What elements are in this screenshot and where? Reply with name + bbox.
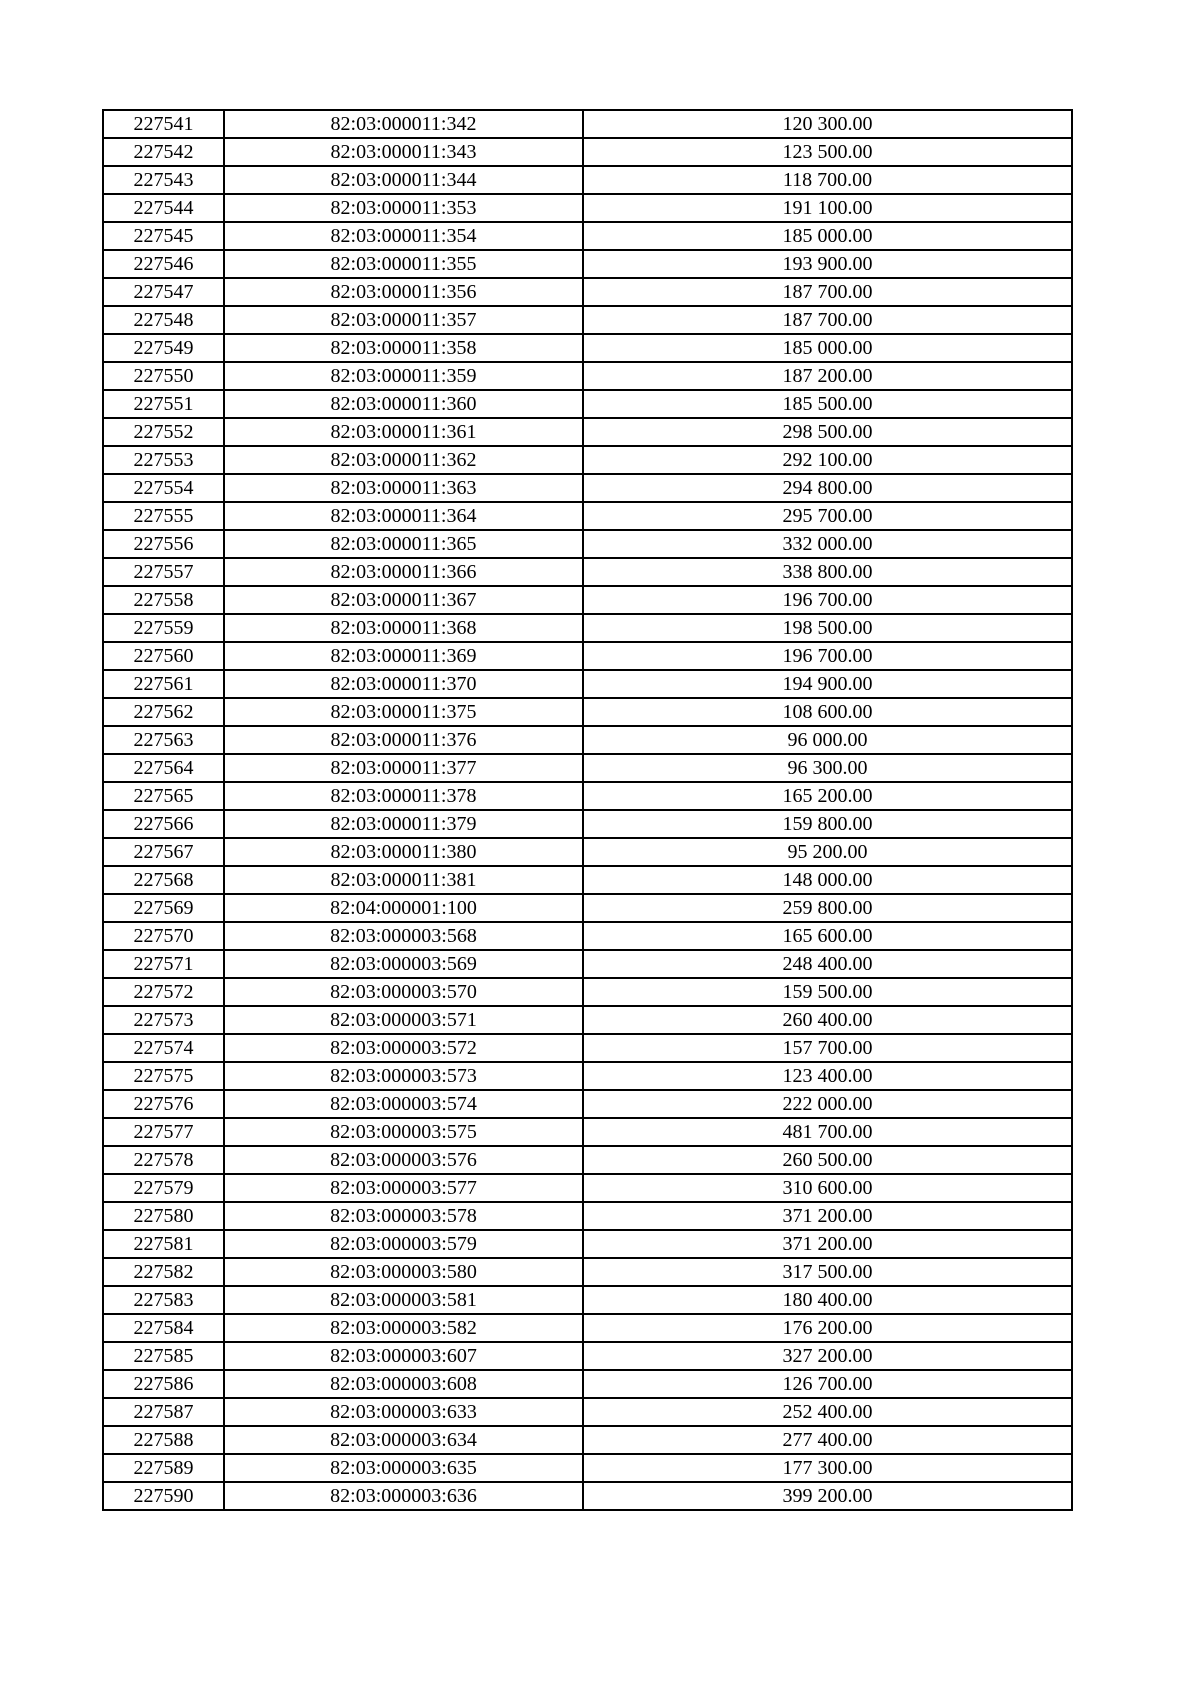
row-number-cell: 227566	[103, 810, 224, 838]
row-number-cell: 227563	[103, 726, 224, 754]
row-number-cell: 227546	[103, 250, 224, 278]
row-number-cell: 227567	[103, 838, 224, 866]
row-number-cell: 227590	[103, 1482, 224, 1510]
table-row	[103, 138, 1072, 166]
table-row	[103, 1034, 1072, 1062]
cadastral-value-cell: 310 600.00	[583, 1174, 1072, 1202]
table-row	[103, 866, 1072, 894]
row-number-cell: 227550	[103, 362, 224, 390]
table-row	[103, 390, 1072, 418]
table-row	[103, 306, 1072, 334]
cadastral-value-cell: 399 200.00	[583, 1482, 1072, 1510]
cadastral-number-cell: 82:03:000003:636	[224, 1482, 583, 1510]
cadastral-value-cell: 259 800.00	[583, 894, 1072, 922]
cadastral-value-cell: 194 900.00	[583, 670, 1072, 698]
table-row	[103, 530, 1072, 558]
table-row	[103, 950, 1072, 978]
cadastral-value-cell: 123 400.00	[583, 1062, 1072, 1090]
cadastral-number-cell: 82:03:000003:570	[224, 978, 583, 1006]
cadastral-number-cell: 82:03:000003:568	[224, 922, 583, 950]
table-body	[103, 110, 1072, 1510]
row-number-cell: 227560	[103, 642, 224, 670]
cadastral-value-cell: 481 700.00	[583, 1118, 1072, 1146]
cadastral-number-cell: 82:03:000003:635	[224, 1454, 583, 1482]
cadastral-value-cell: 295 700.00	[583, 502, 1072, 530]
table-row	[103, 894, 1072, 922]
row-number-cell: 227559	[103, 614, 224, 642]
cadastral-value-cell: 298 500.00	[583, 418, 1072, 446]
table-row	[103, 1174, 1072, 1202]
cadastral-value-cell: 198 500.00	[583, 614, 1072, 642]
cadastral-value-cell: 185 000.00	[583, 222, 1072, 250]
row-number-cell: 227554	[103, 474, 224, 502]
row-number-cell: 227542	[103, 138, 224, 166]
cadastral-number-cell: 82:03:000003:574	[224, 1090, 583, 1118]
cadastral-number-cell: 82:03:000003:577	[224, 1174, 583, 1202]
cadastral-number-cell: 82:03:000011:362	[224, 446, 583, 474]
table-row	[103, 1258, 1072, 1286]
cadastral-value-cell: 338 800.00	[583, 558, 1072, 586]
table-row	[103, 1314, 1072, 1342]
cadastral-number-cell: 82:03:000011:365	[224, 530, 583, 558]
table-row	[103, 250, 1072, 278]
cadastral-number-cell: 82:03:000003:580	[224, 1258, 583, 1286]
row-number-cell: 227577	[103, 1118, 224, 1146]
row-number-cell: 227581	[103, 1230, 224, 1258]
table-row	[103, 698, 1072, 726]
cadastral-number-cell: 82:03:000011:376	[224, 726, 583, 754]
table-row	[103, 110, 1072, 138]
cadastral-value-cell: 294 800.00	[583, 474, 1072, 502]
table-row	[103, 782, 1072, 810]
table-row	[103, 446, 1072, 474]
cadastral-number-cell: 82:03:000003:569	[224, 950, 583, 978]
cadastral-number-cell: 82:03:000003:578	[224, 1202, 583, 1230]
cadastral-number-cell: 82:03:000011:380	[224, 838, 583, 866]
cadastral-number-cell: 82:03:000011:342	[224, 110, 583, 138]
cadastral-value-cell: 196 700.00	[583, 586, 1072, 614]
cadastral-value-cell: 317 500.00	[583, 1258, 1072, 1286]
cadastral-value-cell: 157 700.00	[583, 1034, 1072, 1062]
table-row	[103, 474, 1072, 502]
row-number-cell: 227551	[103, 390, 224, 418]
cadastral-number-cell: 82:03:000011:375	[224, 698, 583, 726]
row-number-cell: 227549	[103, 334, 224, 362]
cadastral-number-cell: 82:03:000003:633	[224, 1398, 583, 1426]
cadastral-number-cell: 82:03:000003:582	[224, 1314, 583, 1342]
cadastral-number-cell: 82:03:000011:377	[224, 754, 583, 782]
cadastral-number-cell: 82:03:000011:368	[224, 614, 583, 642]
row-number-cell: 227568	[103, 866, 224, 894]
cadastral-number-cell: 82:03:000003:576	[224, 1146, 583, 1174]
table-row	[103, 1286, 1072, 1314]
row-number-cell: 227587	[103, 1398, 224, 1426]
row-number-cell: 227569	[103, 894, 224, 922]
cadastral-number-cell: 82:04:000001:100	[224, 894, 583, 922]
table-row	[103, 418, 1072, 446]
row-number-cell: 227570	[103, 922, 224, 950]
cadastral-number-cell: 82:03:000003:634	[224, 1426, 583, 1454]
cadastral-value-cell: 260 500.00	[583, 1146, 1072, 1174]
row-number-cell: 227571	[103, 950, 224, 978]
table-row	[103, 1146, 1072, 1174]
table-row	[103, 558, 1072, 586]
table-row	[103, 334, 1072, 362]
cadastral-value-cell: 96 000.00	[583, 726, 1072, 754]
cadastral-value-cell: 371 200.00	[583, 1202, 1072, 1230]
table-row	[103, 1202, 1072, 1230]
cadastral-value-cell: 252 400.00	[583, 1398, 1072, 1426]
cadastral-value-cell: 165 200.00	[583, 782, 1072, 810]
table-row	[103, 502, 1072, 530]
row-number-cell: 227557	[103, 558, 224, 586]
row-number-cell: 227553	[103, 446, 224, 474]
cadastral-number-cell: 82:03:000011:344	[224, 166, 583, 194]
table-row	[103, 1454, 1072, 1482]
table-row	[103, 614, 1072, 642]
cadastral-value-cell: 187 200.00	[583, 362, 1072, 390]
row-number-cell: 227579	[103, 1174, 224, 1202]
cadastral-value-cell: 327 200.00	[583, 1342, 1072, 1370]
table-row	[103, 222, 1072, 250]
cadastral-number-cell: 82:03:000011:358	[224, 334, 583, 362]
cadastral-number-cell: 82:03:000011:356	[224, 278, 583, 306]
row-number-cell: 227578	[103, 1146, 224, 1174]
cadastral-value-cell: 187 700.00	[583, 306, 1072, 334]
row-number-cell: 227575	[103, 1062, 224, 1090]
cadastral-value-cell: 176 200.00	[583, 1314, 1072, 1342]
cadastral-value-cell: 123 500.00	[583, 138, 1072, 166]
row-number-cell: 227561	[103, 670, 224, 698]
cadastral-number-cell: 82:03:000003:575	[224, 1118, 583, 1146]
cadastral-value-cell: 159 800.00	[583, 810, 1072, 838]
table-row	[103, 1090, 1072, 1118]
cadastral-value-cell: 222 000.00	[583, 1090, 1072, 1118]
table-row	[103, 642, 1072, 670]
table-row	[103, 586, 1072, 614]
cadastral-number-cell: 82:03:000003:573	[224, 1062, 583, 1090]
cadastral-number-cell: 82:03:000011:360	[224, 390, 583, 418]
row-number-cell: 227545	[103, 222, 224, 250]
cadastral-number-cell: 82:03:000011:367	[224, 586, 583, 614]
row-number-cell: 227584	[103, 1314, 224, 1342]
row-number-cell: 227558	[103, 586, 224, 614]
cadastral-value-cell: 126 700.00	[583, 1370, 1072, 1398]
cadastral-value-cell: 277 400.00	[583, 1426, 1072, 1454]
cadastral-value-cell: 95 200.00	[583, 838, 1072, 866]
cadastral-value-cell: 159 500.00	[583, 978, 1072, 1006]
table-row	[103, 1230, 1072, 1258]
cadastral-value-cell: 332 000.00	[583, 530, 1072, 558]
table-row	[103, 1062, 1072, 1090]
cadastral-value-cell: 196 700.00	[583, 642, 1072, 670]
cadastral-number-cell: 82:03:000011:359	[224, 362, 583, 390]
cadastral-value-cell: 248 400.00	[583, 950, 1072, 978]
cadastral-number-cell: 82:03:000011:363	[224, 474, 583, 502]
cadastral-value-cell: 185 000.00	[583, 334, 1072, 362]
cadastral-number-cell: 82:03:000011:343	[224, 138, 583, 166]
cadastral-number-cell: 82:03:000003:579	[224, 1230, 583, 1258]
cadastral-value-cell: 96 300.00	[583, 754, 1072, 782]
row-number-cell: 227572	[103, 978, 224, 1006]
table-row	[103, 922, 1072, 950]
cadastral-number-cell: 82:03:000011:355	[224, 250, 583, 278]
cadastral-value-cell: 193 900.00	[583, 250, 1072, 278]
cadastral-value-cell: 371 200.00	[583, 1230, 1072, 1258]
row-number-cell: 227565	[103, 782, 224, 810]
table-row	[103, 1426, 1072, 1454]
cadastral-value-cell: 165 600.00	[583, 922, 1072, 950]
row-number-cell: 227541	[103, 110, 224, 138]
row-number-cell: 227544	[103, 194, 224, 222]
cadastral-value-table	[102, 109, 1073, 1511]
table-row	[103, 1118, 1072, 1146]
row-number-cell: 227573	[103, 1006, 224, 1034]
cadastral-value-cell: 118 700.00	[583, 166, 1072, 194]
row-number-cell: 227564	[103, 754, 224, 782]
cadastral-value-cell: 108 600.00	[583, 698, 1072, 726]
cadastral-number-cell: 82:03:000011:370	[224, 670, 583, 698]
row-number-cell: 227556	[103, 530, 224, 558]
cadastral-value-cell: 185 500.00	[583, 390, 1072, 418]
cadastral-number-cell: 82:03:000011:361	[224, 418, 583, 446]
table-row	[103, 754, 1072, 782]
table-row	[103, 1006, 1072, 1034]
row-number-cell: 227562	[103, 698, 224, 726]
table-row	[103, 670, 1072, 698]
row-number-cell: 227588	[103, 1426, 224, 1454]
cadastral-number-cell: 82:03:000003:581	[224, 1286, 583, 1314]
cadastral-value-cell: 120 300.00	[583, 110, 1072, 138]
row-number-cell: 227580	[103, 1202, 224, 1230]
cadastral-number-cell: 82:03:000011:353	[224, 194, 583, 222]
row-number-cell: 227543	[103, 166, 224, 194]
table-row	[103, 838, 1072, 866]
row-number-cell: 227589	[103, 1454, 224, 1482]
cadastral-number-cell: 82:03:000011:357	[224, 306, 583, 334]
row-number-cell: 227547	[103, 278, 224, 306]
cadastral-number-cell: 82:03:000011:381	[224, 866, 583, 894]
cadastral-value-cell: 191 100.00	[583, 194, 1072, 222]
table-row	[103, 810, 1072, 838]
cadastral-value-cell: 177 300.00	[583, 1454, 1072, 1482]
cadastral-number-cell: 82:03:000011:354	[224, 222, 583, 250]
table-row	[103, 1482, 1072, 1510]
row-number-cell: 227586	[103, 1370, 224, 1398]
row-number-cell: 227548	[103, 306, 224, 334]
row-number-cell: 227583	[103, 1286, 224, 1314]
cadastral-number-cell: 82:03:000011:369	[224, 642, 583, 670]
table-row	[103, 166, 1072, 194]
row-number-cell: 227582	[103, 1258, 224, 1286]
cadastral-number-cell: 82:03:000011:379	[224, 810, 583, 838]
cadastral-value-cell: 180 400.00	[583, 1286, 1072, 1314]
row-number-cell: 227576	[103, 1090, 224, 1118]
table-row	[103, 1398, 1072, 1426]
cadastral-number-cell: 82:03:000003:608	[224, 1370, 583, 1398]
table-row	[103, 1370, 1072, 1398]
row-number-cell: 227555	[103, 502, 224, 530]
table-row	[103, 362, 1072, 390]
cadastral-number-cell: 82:03:000011:364	[224, 502, 583, 530]
table-row	[103, 1342, 1072, 1370]
cadastral-value-cell: 148 000.00	[583, 866, 1072, 894]
row-number-cell: 227574	[103, 1034, 224, 1062]
cadastral-number-cell: 82:03:000003:571	[224, 1006, 583, 1034]
cadastral-number-cell: 82:03:000011:366	[224, 558, 583, 586]
row-number-cell: 227552	[103, 418, 224, 446]
table-row	[103, 978, 1072, 1006]
row-number-cell: 227585	[103, 1342, 224, 1370]
cadastral-value-cell: 292 100.00	[583, 446, 1072, 474]
table-row	[103, 194, 1072, 222]
table-row	[103, 278, 1072, 306]
table-row	[103, 726, 1072, 754]
cadastral-number-cell: 82:03:000003:607	[224, 1342, 583, 1370]
cadastral-value-cell: 187 700.00	[583, 278, 1072, 306]
cadastral-number-cell: 82:03:000011:378	[224, 782, 583, 810]
cadastral-value-cell: 260 400.00	[583, 1006, 1072, 1034]
cadastral-number-cell: 82:03:000003:572	[224, 1034, 583, 1062]
